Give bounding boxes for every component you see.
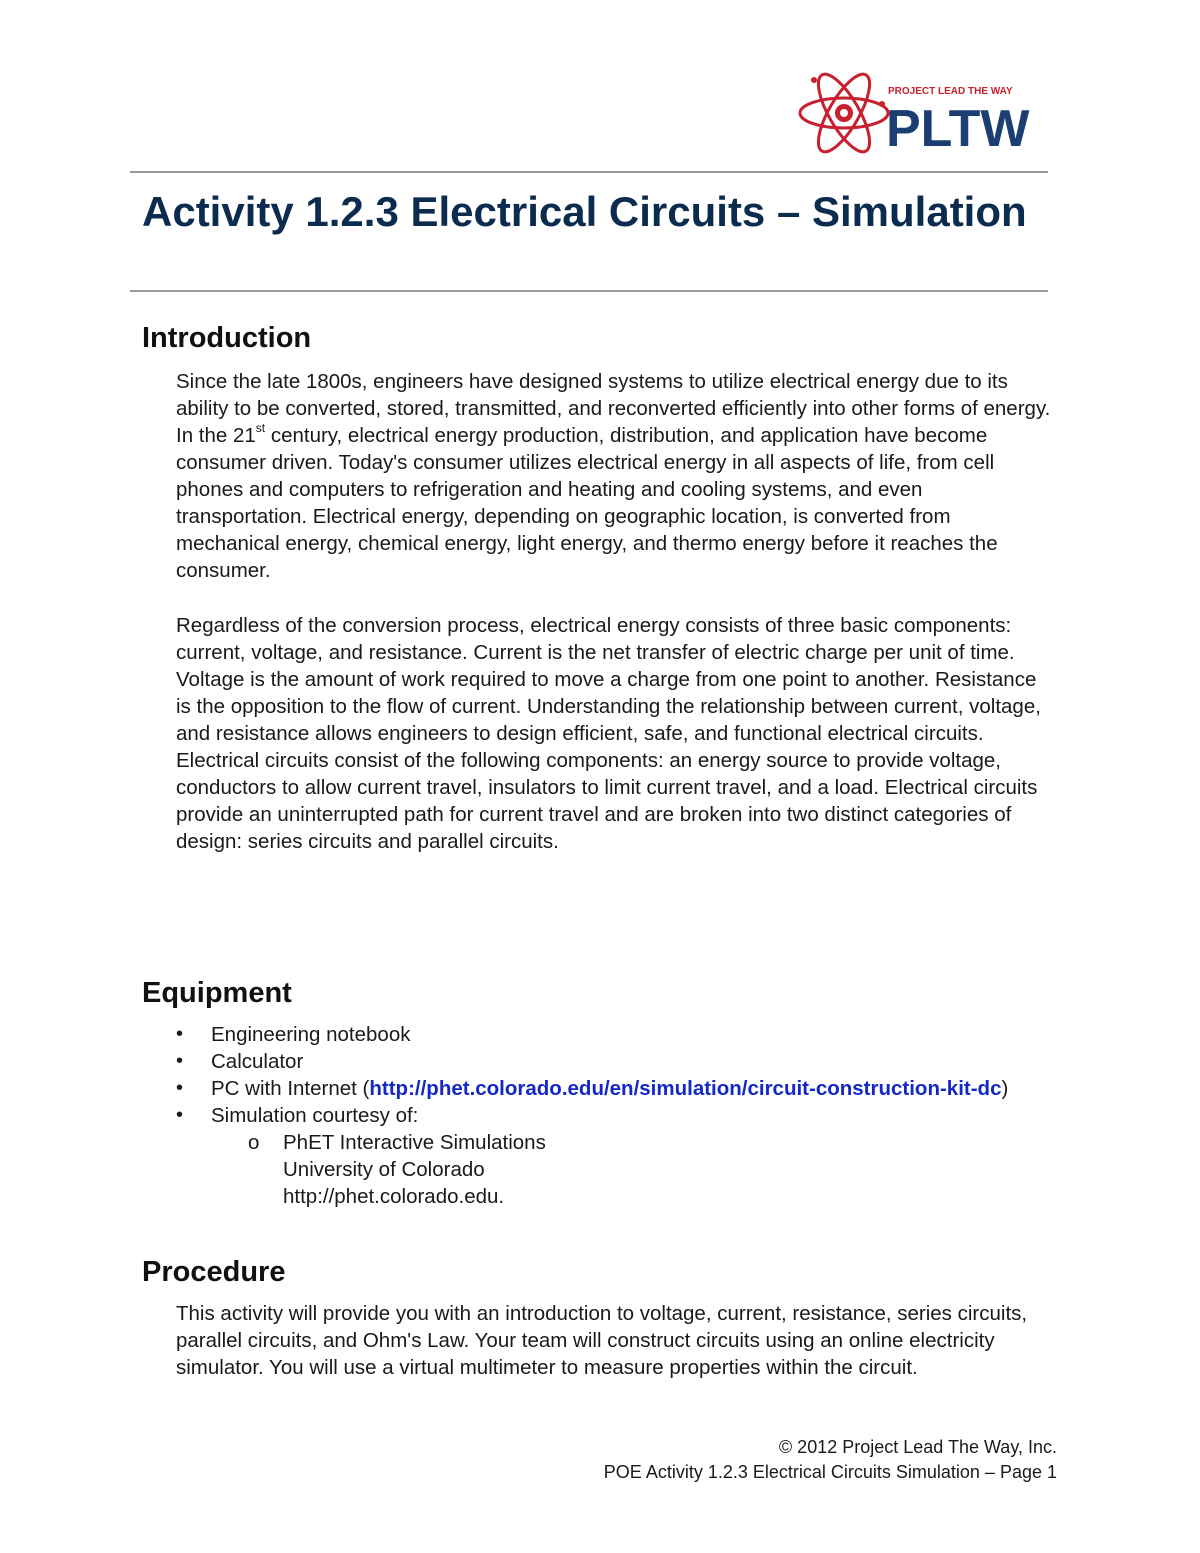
logo-tagline: PROJECT LEAD THE WAY	[888, 86, 1013, 97]
atom-icon	[800, 67, 888, 158]
equipment-item-pc	[176, 1075, 1056, 1102]
list-item-text: Engineering notebook	[211, 1023, 411, 1046]
page-label: POE Activity 1.2.3 Electrical Circuits Simulation – Page 1	[603, 1462, 1057, 1482]
credit-sublist	[211, 1129, 1056, 1210]
title-rule	[130, 290, 1048, 292]
introduction-paragraph-1	[176, 368, 1056, 584]
ordinal-superscript: st	[255, 421, 266, 436]
equipment-heading: Equipment	[142, 977, 292, 1009]
page-footer	[604, 1435, 1057, 1485]
list-item-text: Simulation courtesy of:	[211, 1104, 419, 1127]
equipment-item-simulation-credit	[176, 1102, 1056, 1210]
pltw-logo	[796, 66, 1066, 162]
procedure-heading: Procedure	[142, 1256, 286, 1288]
equipment-list	[176, 1021, 1056, 1210]
simulation-link[interactable]: http://phet.colorado.edu/en/simulation/circuit-construction-kit-dc	[369, 1077, 1002, 1100]
copyright-text: © 2012 Project Lead The Way, Inc.	[778, 1437, 1057, 1457]
equipment-item-notebook	[176, 1021, 1056, 1048]
pc-prefix: PC with Internet (	[211, 1077, 370, 1100]
header-rule	[130, 171, 1048, 173]
sub-bullet-marker: o	[248, 1131, 260, 1154]
pc-suffix: )	[1001, 1077, 1009, 1100]
credit-line-1: PhET Interactive Simulations	[283, 1131, 546, 1154]
introduction-heading: Introduction	[142, 322, 312, 354]
page-title: Activity 1.2.3 Electrical Circuits – Simulation	[142, 188, 1027, 235]
logo-wordmark: PLTW	[886, 100, 1030, 158]
list-item-text: Calculator	[211, 1050, 304, 1073]
intro-text-b: century, electrical energy production, distribution, and application have become consumer driven. Today's consumer utilizes electrical energy in all aspects of life, from cell phones and computers to refrigeration and heating and cooling systems, and even transportation. Electrical energy, depending on geographic location, is converted from mechanical energy, chemical energy, light energy, and thermo energy before it reaches the consumer.	[176, 424, 998, 582]
credit-item	[211, 1129, 1056, 1210]
procedure-paragraph: This activity will provide you with an introduction to voltage, current, resistance, series circuits, parallel circuits, and Ohm's Law. Your team will construct circuits using an online electricity simulator. You will use a virtual multimeter to measure properties within the circuit.	[176, 1302, 1028, 1379]
introduction-paragraph-2: Regardless of the conversion process, electrical energy consists of three basic components: current, voltage, and resistance. Current is the net transfer of electric charge per unit of time. Voltage is the amount of work required to move a charge from one point to another. Resistance is the opposition to the flow of current. Understanding the relationship between current, voltage, and resistance allows engineers to design efficient, safe, and functional electrical circuits. Electrical circuits consist of the following components: an energy source to provide voltage, conductors to allow current travel, insulators to limit current travel, and a load. Electrical circuits provide an uninterrupted path for current travel and are broken into two distinct categories of design: series circuits and parallel circuits.	[176, 614, 1041, 853]
credit-line-2: University of Colorado	[283, 1158, 485, 1181]
equipment-item-calculator	[176, 1048, 1056, 1075]
intro-text-a: Since the late 1800s, engineers have designed systems to utilize electrical energy due to its ability to be converted, stored, transmitted, and reconverted efficiently into other forms of energy. In the 21	[176, 370, 1051, 447]
credit-line-3: http://phet.colorado.edu.	[283, 1185, 505, 1208]
